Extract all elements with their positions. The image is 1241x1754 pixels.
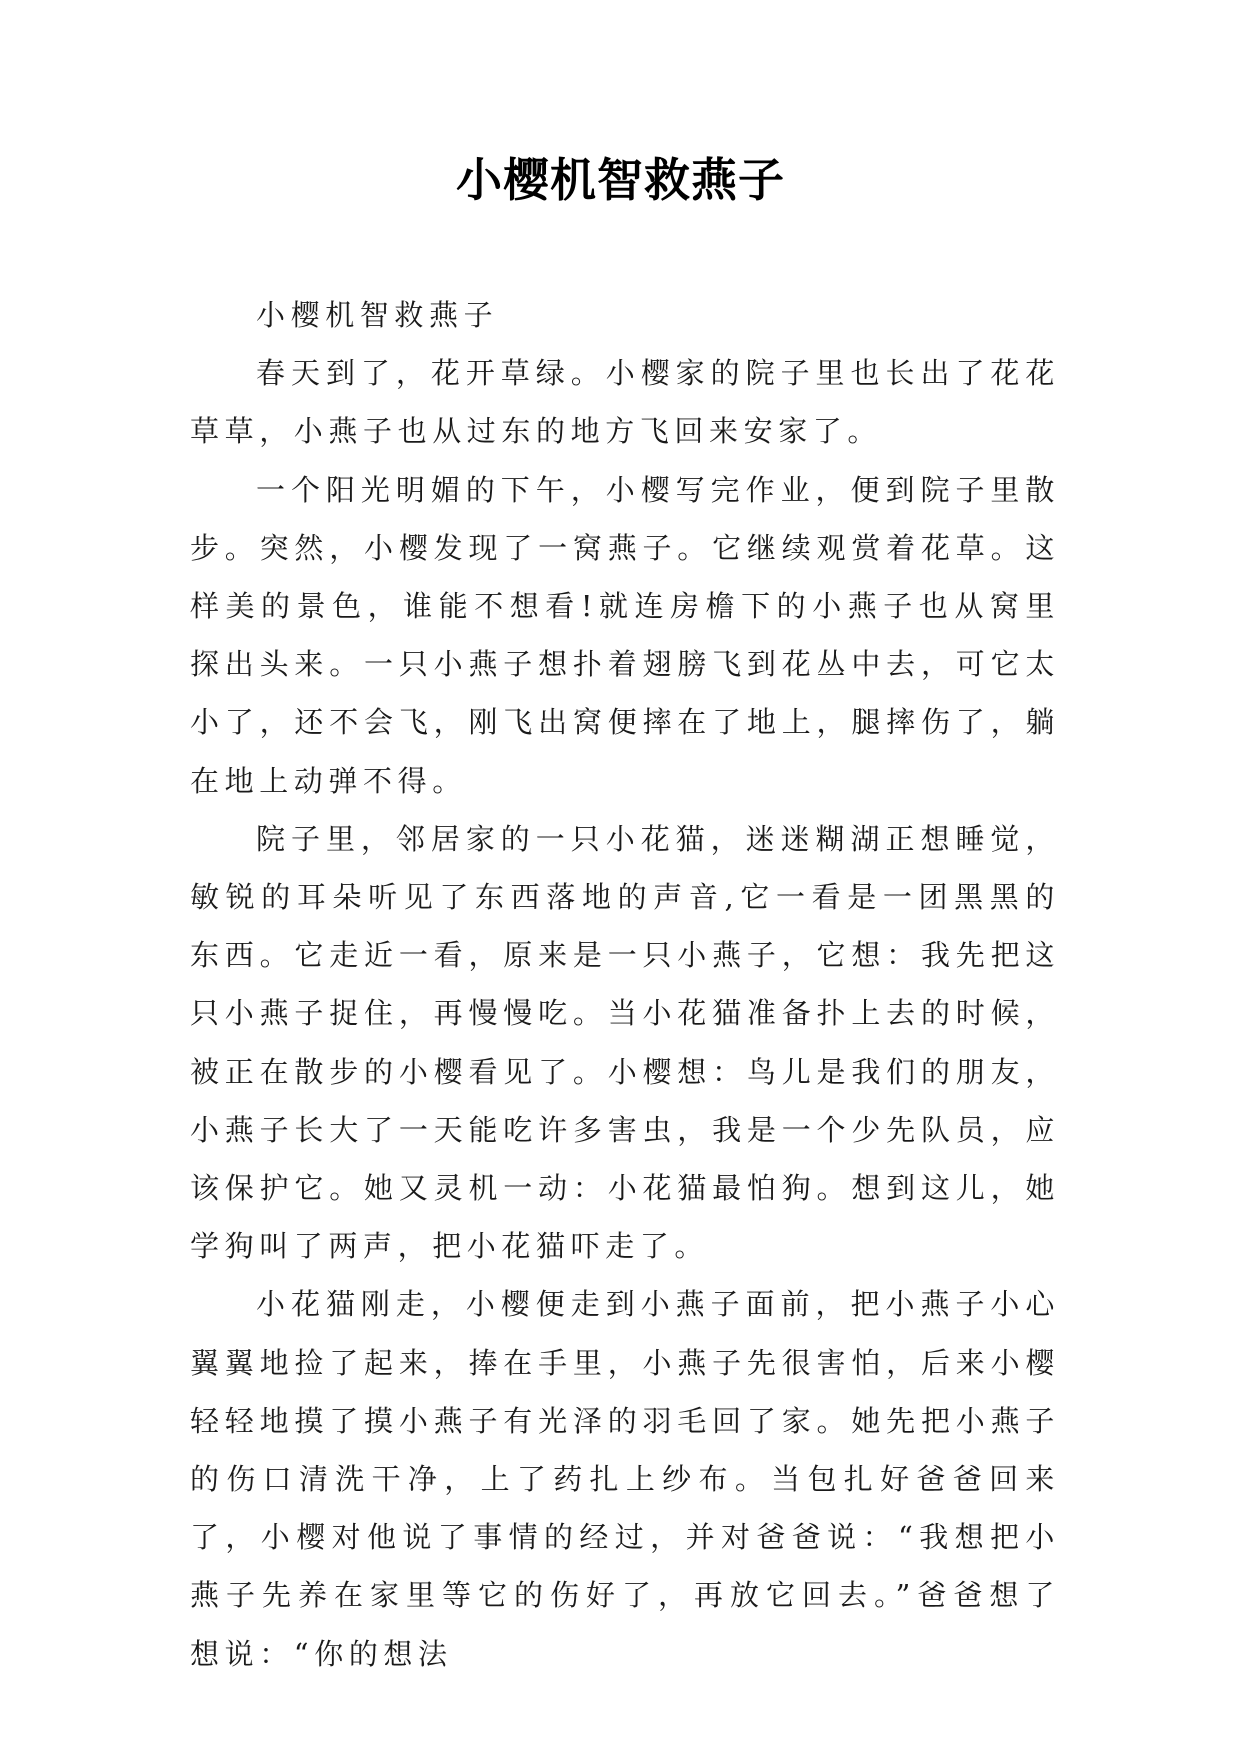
paragraph-2: 一个阳光明媚的下午，小樱写完作业，便到院子里散步。突然，小樱发现了一窝燕子。它继续观赏着花草。这样美的景色，谁能不想看!就连房檐下的小燕子也从窝里探出头来。一只小燕子想扑着翅膀飞到花丛中去，可它太小了，还不会飞，刚飞出窝便摔在了地上，腿摔伤了，躺在地上动弹不得。 bbox=[190, 472, 1060, 798]
document-title: 小樱机智救燕子 bbox=[456, 153, 785, 207]
paragraph-3: 院子里，邻居家的一只小花猫，迷迷糊湖正想睡觉，敏锐的耳朵听见了东西落地的声音,它一看是一团黑黑的东西。它走近一看，原来是一只小燕子，它想：我先把这只小燕子捉住，再慢慢吃。当小花猫准备扑上去的时候，被正在散步的小樱看见了。小樱想：鸟儿是我们的朋友，小燕子长大了一天能吃许多害虫，我是一个少先队员，应该保护它。她又灵机一动：小花猫最怕狗。想到这儿，她学狗叫了两声，把小花猫吓走了。 bbox=[190, 821, 1060, 1264]
paragraph-4: 小花猫刚走，小樱便走到小燕子面前，把小燕子小心翼翼地捡了起来，捧在手里，小燕子先很害怕，后来小樱轻轻地摸了摸小燕子有光泽的羽毛回了家。她先把小燕子的伤口清洗干净，上了药扎上纱布。当包扎好爸爸回来了，小樱对他说了事情的经过，并对爸爸说：“我想把小燕子先养在家里等它的伤好了，再放它回去。”爸爸想了想说：“你的想法 bbox=[190, 1287, 1060, 1671]
document-body bbox=[190, 286, 1060, 1683]
paragraph-subtitle: 小樱机智救燕子 bbox=[256, 298, 499, 332]
paragraph-1: 春天到了，花开草绿。小樱家的院子里也长出了花花草草，小燕子也从过东的地方飞回来安家了。 bbox=[190, 356, 1060, 449]
